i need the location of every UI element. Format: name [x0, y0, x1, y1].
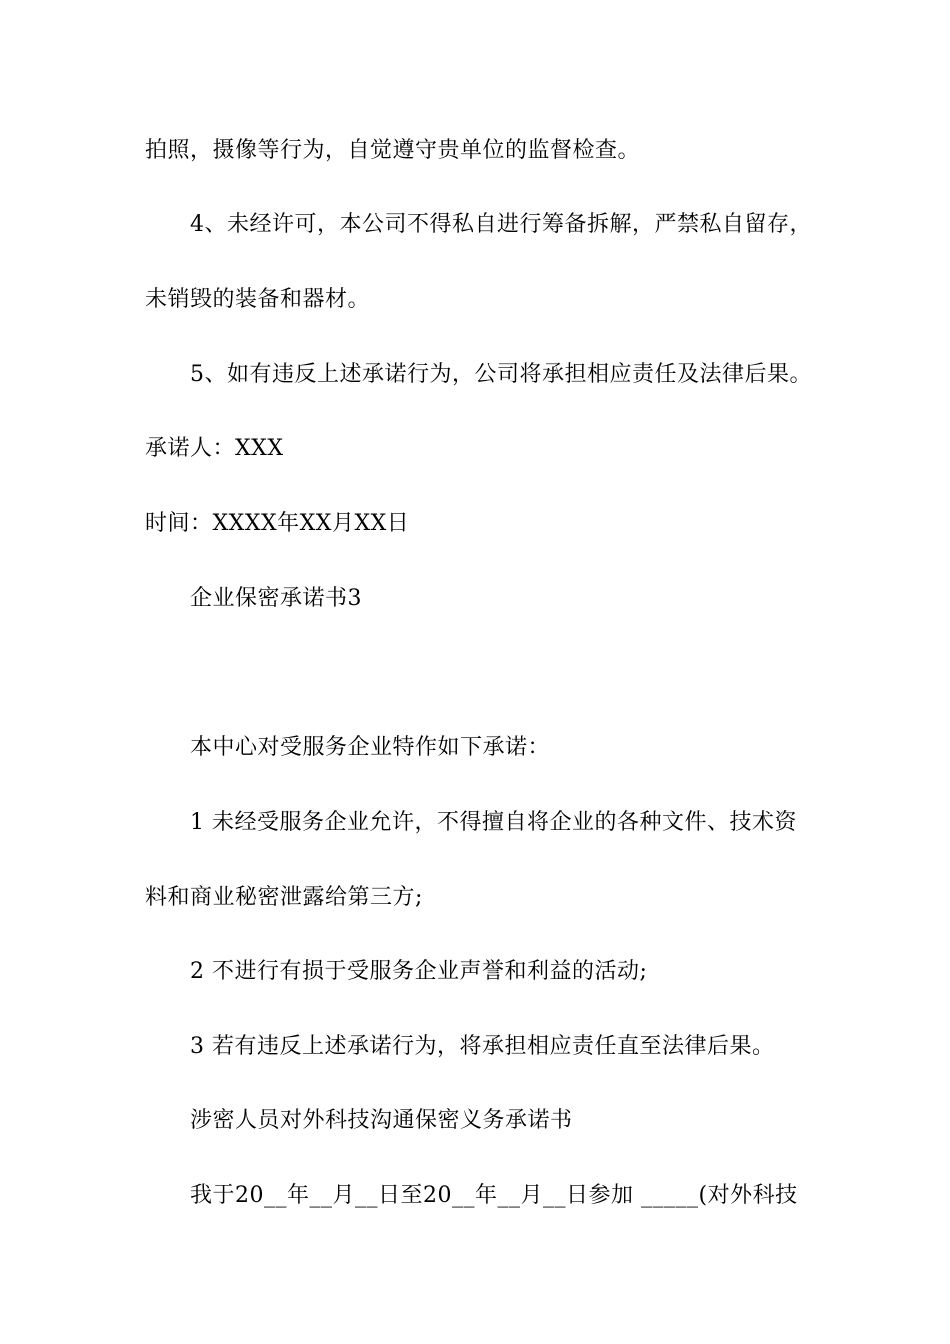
section-title: 企业保密承诺书3	[190, 586, 362, 611]
paragraph-line: 3 若有违反上述承诺行为，将承担相应责任直至法律后果。	[190, 1034, 775, 1059]
section-title: 涉密人员对外科技沟通保密义务承诺书	[190, 1108, 573, 1133]
paragraph-line: 1 未经受服务企业允许，不得擅自将企业的各种文件、技术资	[190, 810, 797, 835]
paragraph-line: 拍照，摄像等行为，自觉遵守贵单位的监督检查。	[145, 138, 641, 163]
signatory-line: 承诺人：XXX	[145, 436, 284, 461]
paragraph-line: 5、如有违反上述承诺行为，公司将承担相应责任及法律后果。	[190, 362, 812, 387]
paragraph-line: 未销毁的装备和器材。	[145, 287, 371, 312]
paragraph-line: 本中心对受服务企业特作如下承诺：	[190, 735, 551, 760]
paragraph-line: 2 不进行有损于受服务企业声誉和利益的活动;	[190, 959, 648, 984]
paragraph-line: 4、未经许可，本公司不得私自进行筹备拆解，严禁私自留存，	[190, 212, 812, 237]
date-line: 时间：XXXX年XX月XX日	[145, 511, 410, 536]
paragraph-line: 我于20__年__月__日至20__年__月__日参加 _____(对外科技	[190, 1183, 798, 1208]
paragraph-line: 料和商业秘密泄露给第三方;	[145, 885, 423, 910]
